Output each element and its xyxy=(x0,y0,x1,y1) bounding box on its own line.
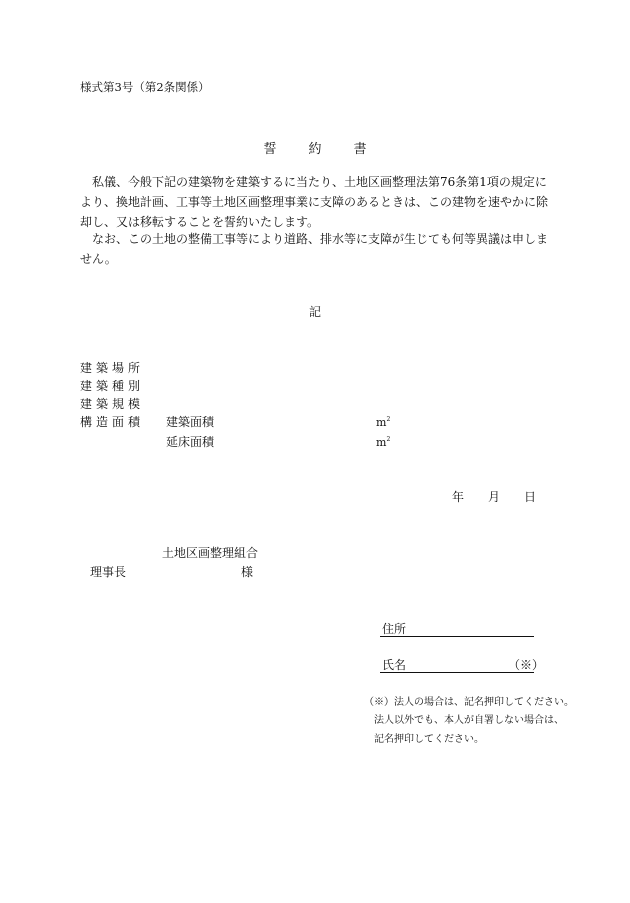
label-char: 種 xyxy=(112,379,125,393)
unit-superscript: 2 xyxy=(386,436,391,443)
unit-superscript: 2 xyxy=(386,416,391,423)
label-char: 別 xyxy=(128,379,141,393)
note-line-2: 法人以外でも、本人が自署しない場合は、 xyxy=(374,715,564,726)
label-char: 面 xyxy=(112,415,125,429)
name-label: 氏名 xyxy=(382,658,407,672)
form-number: 様式第3号（第2条関係） xyxy=(80,80,210,94)
honorific-sama: 様 xyxy=(241,565,254,579)
seal-mark: （※） xyxy=(508,658,545,672)
chairman-title: 理事長 xyxy=(90,565,127,579)
document-title xyxy=(0,143,630,156)
label-char: 模 xyxy=(128,397,141,411)
note-line-3: 記名押印してください。 xyxy=(374,734,484,745)
pledge-paragraph: 私儀、今般下記の建築物を建築するに当たり、土地区画整理法第76条第1項の規定により、換地計画、工事等土地区画整理事業に支障のあるときは、この建物を速やかに除却し、又は移転することを誓約いたします。 xyxy=(80,175,549,229)
association-name: 土地区画整理組合 xyxy=(162,546,259,560)
label-char: 建 xyxy=(80,397,93,411)
label-char: 造 xyxy=(96,415,109,429)
note-line-1: （※）法人の場合は、記名押印してください。 xyxy=(364,697,574,708)
label-char: 積 xyxy=(128,415,141,429)
label-char: 建 xyxy=(80,361,93,375)
label-char: 建 xyxy=(80,379,93,393)
label-char: 構 xyxy=(80,415,93,429)
label-char: 築 xyxy=(96,379,109,393)
building-area-label: 建築面積 xyxy=(166,415,215,429)
label-building-scale xyxy=(80,398,144,410)
title-char-1: 誓 xyxy=(263,142,277,157)
title-char-3: 書 xyxy=(353,142,367,157)
label-building-location xyxy=(80,362,144,374)
label-char: 規 xyxy=(112,397,125,411)
objection-paragraph: なお、この土地の整備工事等により道路、排水等に支障が生じても何等異議は申しません。 xyxy=(80,232,549,266)
date-year: 年 xyxy=(452,490,465,504)
date-month: 月 xyxy=(488,490,501,504)
address-underline xyxy=(380,636,534,637)
label-structure-area xyxy=(80,416,144,428)
floor-area-label: 延床面積 xyxy=(166,435,215,449)
label-building-type xyxy=(80,380,144,392)
label-char: 築 xyxy=(96,361,109,375)
building-area-unit xyxy=(376,417,390,428)
address-label: 住所 xyxy=(382,622,407,636)
label-char: 築 xyxy=(96,397,109,411)
ki-heading: 記 xyxy=(308,305,321,319)
unit-text: m xyxy=(376,436,387,449)
floor-area-unit xyxy=(376,437,390,448)
unit-text: m xyxy=(376,416,387,429)
name-underline xyxy=(380,672,534,673)
label-char: 所 xyxy=(128,361,141,375)
title-char-2: 約 xyxy=(308,142,322,157)
date-day: 日 xyxy=(524,490,537,504)
label-char: 場 xyxy=(112,361,125,375)
